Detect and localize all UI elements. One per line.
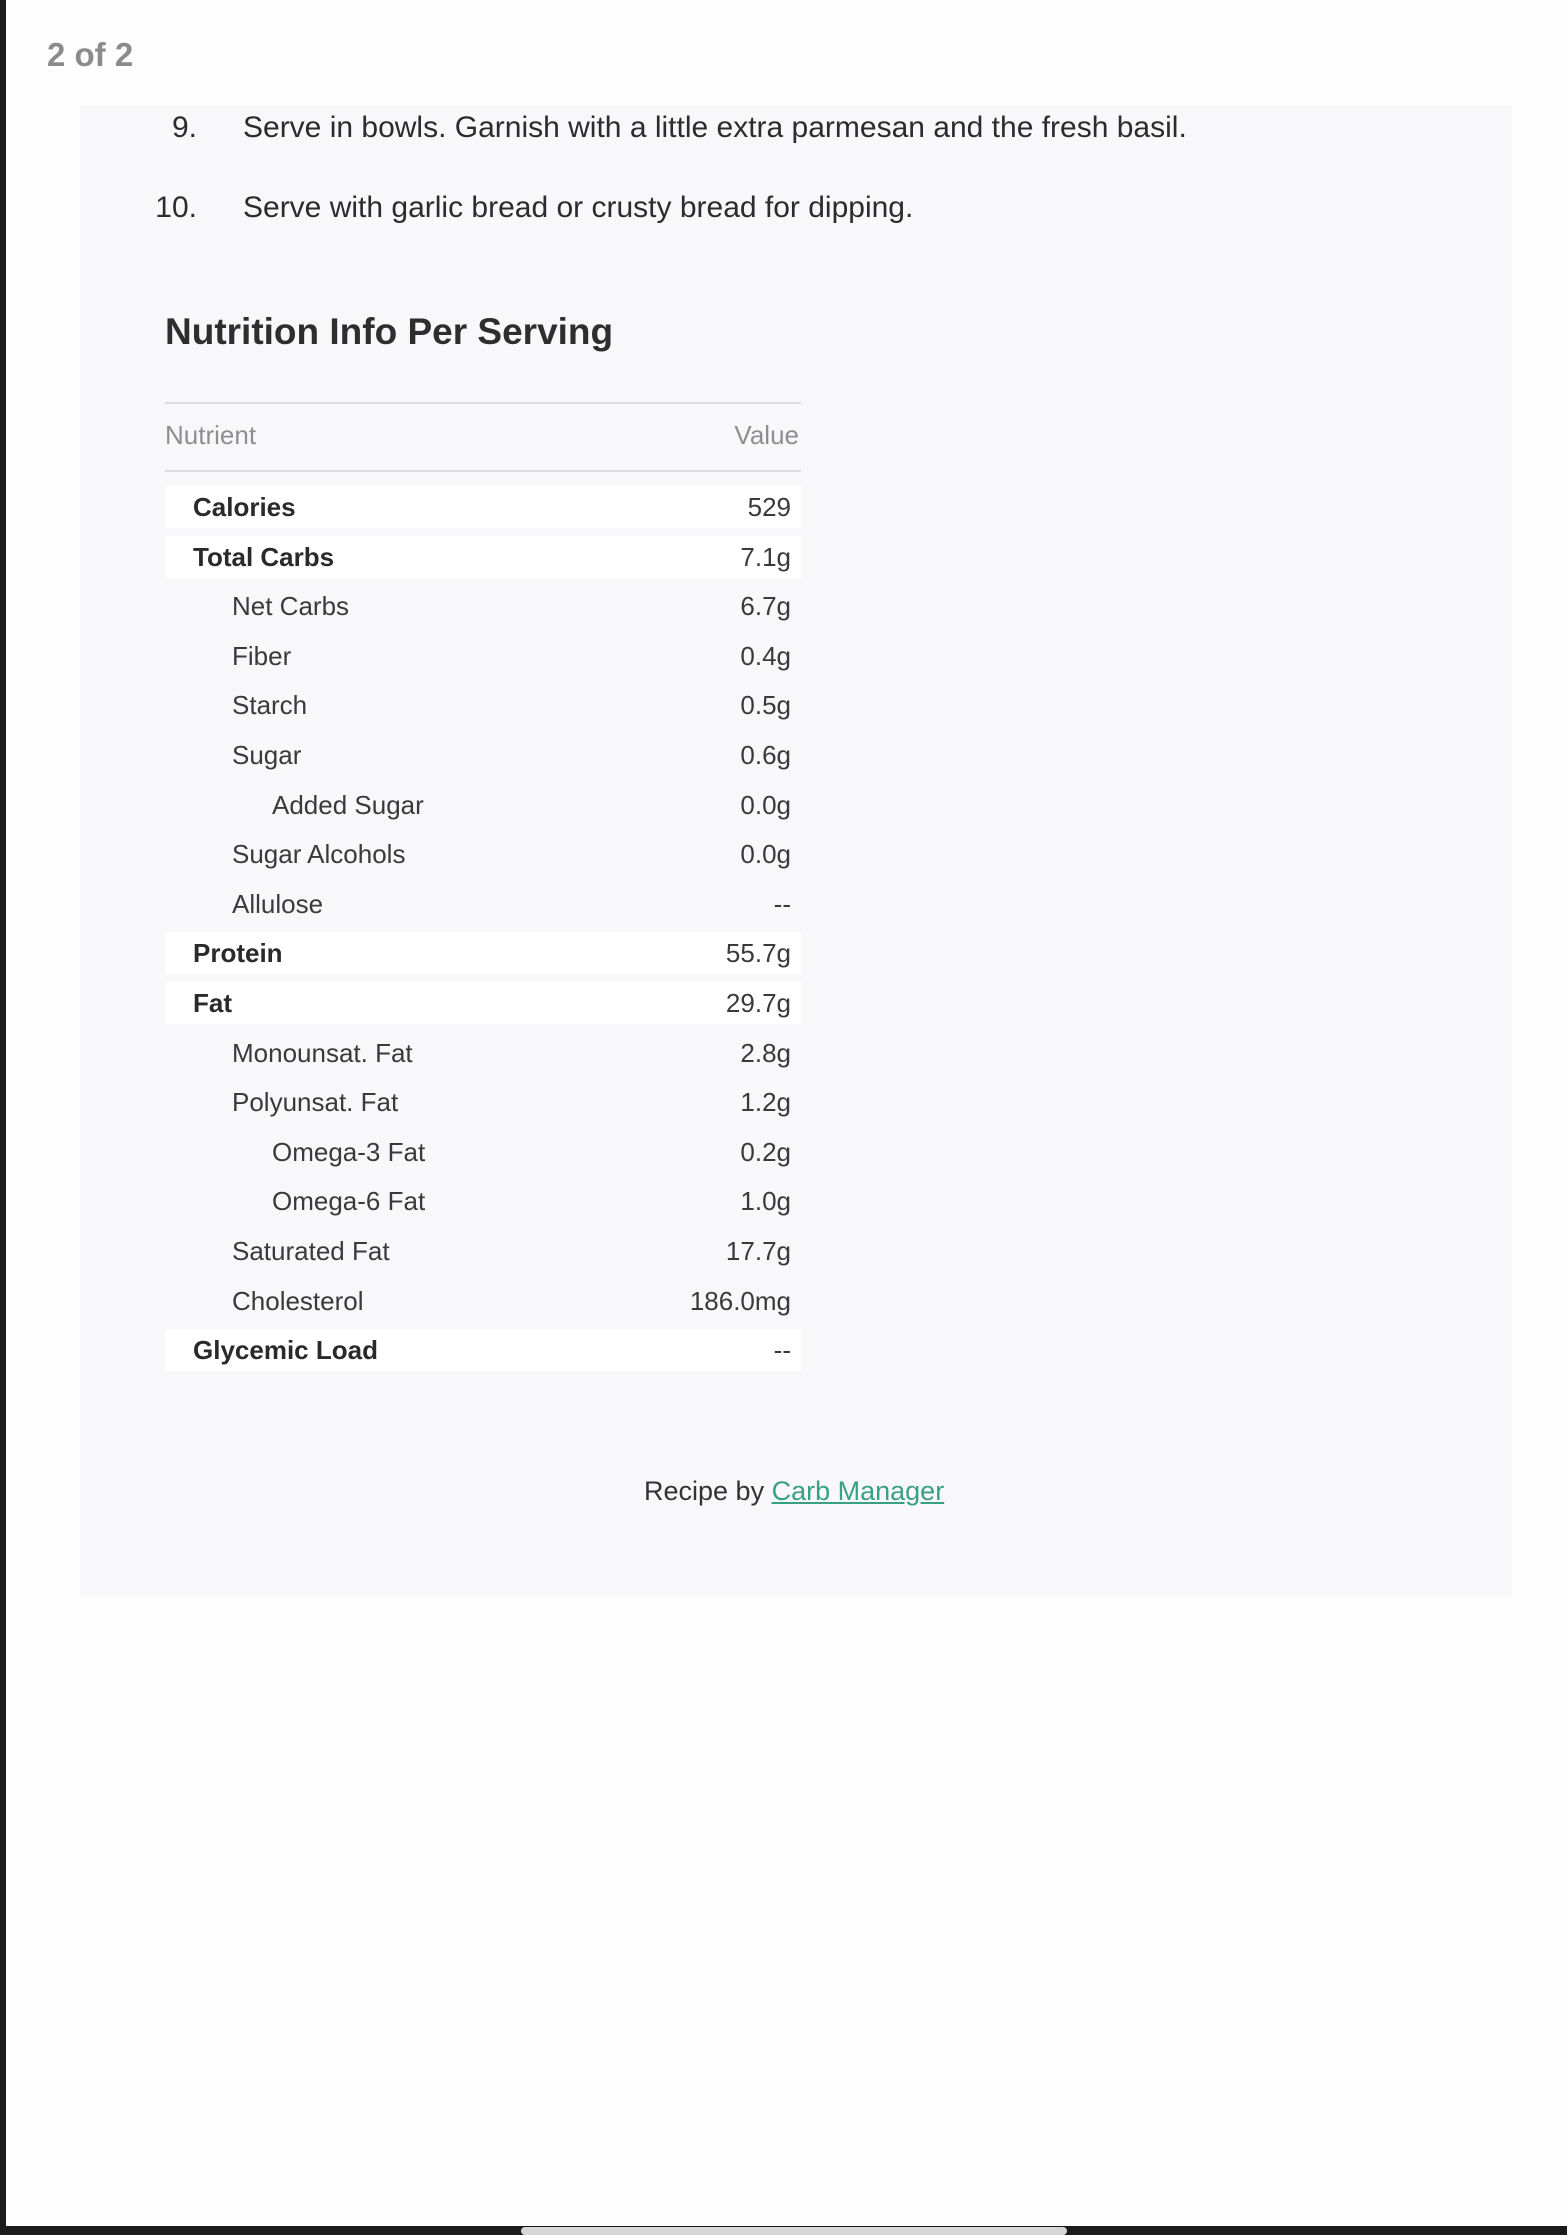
nutrient-column-header: Nutrient <box>165 420 257 450</box>
nutrient-name: Total Carbs <box>193 542 335 572</box>
nutrient-name: Protein <box>193 938 283 968</box>
nutrient-name: Cholesterol <box>232 1286 364 1316</box>
nutrient-value: 1.2g <box>740 1087 791 1117</box>
nutrient-name: Added Sugar <box>272 790 424 820</box>
nutrient-value: 0.5g <box>740 690 791 720</box>
step-number: 9. <box>171 111 197 144</box>
nutrient-value: 0.0g <box>740 839 791 869</box>
document-page <box>6 0 1567 2226</box>
nutrition-row <box>165 982 801 1024</box>
nutrition-row <box>165 883 801 925</box>
nutrient-value: 7.1g <box>740 542 791 572</box>
nutrient-value: -- <box>773 889 791 919</box>
nutrition-row <box>165 1329 801 1371</box>
nutrient-name: Monounsat. Fat <box>232 1038 413 1068</box>
nutrition-row <box>165 1032 801 1074</box>
nutrient-value: 529 <box>747 492 791 522</box>
nutrient-name: Omega-3 Fat <box>272 1137 426 1167</box>
nutrition-row <box>165 1180 801 1222</box>
nutrition-row <box>165 932 801 974</box>
nutrient-name: Omega-6 Fat <box>272 1186 426 1216</box>
nutrient-value: 1.0g <box>740 1186 791 1216</box>
nutrient-name: Fiber <box>232 641 292 671</box>
step-text: Serve in bowls. Garnish with a little extra parmesan and the fresh basil. <box>243 111 1187 144</box>
nutrient-name: Starch <box>232 690 308 720</box>
nutrient-value: 0.0g <box>740 790 791 820</box>
nutrient-name: Saturated Fat <box>232 1236 390 1266</box>
nutrient-value: 55.7g <box>725 938 791 968</box>
nutrient-value: 0.4g <box>740 641 791 671</box>
credit-prefix: Recipe by <box>644 1476 765 1506</box>
nutrition-table-header <box>165 402 801 472</box>
nutrient-value: 2.8g <box>740 1038 791 1068</box>
nutrition-row <box>165 1081 801 1123</box>
nutrient-name: Sugar Alcohols <box>232 839 406 869</box>
nutrient-value: 17.7g <box>725 1236 791 1266</box>
nutrition-row <box>165 486 801 528</box>
nutrition-title: Nutrition Info Per Serving <box>165 311 614 352</box>
nutrition-table <box>165 402 801 1365</box>
nutrition-row <box>165 1131 801 1173</box>
nutrient-value: 29.7g <box>725 988 791 1018</box>
nutrient-value: 0.6g <box>740 740 791 770</box>
nutrition-row <box>165 1230 801 1272</box>
step-text: Serve with garlic bread or crusty bread for dipping. <box>243 191 914 224</box>
nutrient-name: Net Carbs <box>232 591 350 621</box>
nutrition-row <box>165 784 801 826</box>
nutrient-value: -- <box>773 1335 791 1365</box>
recipe-card <box>80 106 1512 1595</box>
nutrient-value: 6.7g <box>740 591 791 621</box>
page-indicator: 2 of 2 <box>47 36 134 73</box>
nutrient-value: 186.0mg <box>689 1286 791 1316</box>
nutrition-row <box>165 585 801 627</box>
nutrient-name: Polyunsat. Fat <box>232 1087 399 1117</box>
nutrient-name: Allulose <box>232 889 324 919</box>
nutrient-name: Sugar <box>232 740 302 770</box>
nutrition-row <box>165 1280 801 1322</box>
nutrition-row <box>165 734 801 776</box>
nutrition-row <box>165 536 801 578</box>
step-number: 10. <box>155 191 197 224</box>
value-column-header: Value <box>734 420 799 450</box>
nutrient-name: Calories <box>193 492 296 522</box>
nutrient-value: 0.2g <box>740 1137 791 1167</box>
nutrient-name: Glycemic Load <box>193 1335 378 1365</box>
nutrition-row <box>165 635 801 677</box>
nutrient-name: Fat <box>193 988 232 1018</box>
carb-manager-link[interactable]: Carb Manager <box>771 1476 945 1506</box>
nutrition-row <box>165 684 801 726</box>
nutrition-row <box>165 833 801 875</box>
horizontal-scrollbar-thumb[interactable] <box>521 2227 1067 2235</box>
